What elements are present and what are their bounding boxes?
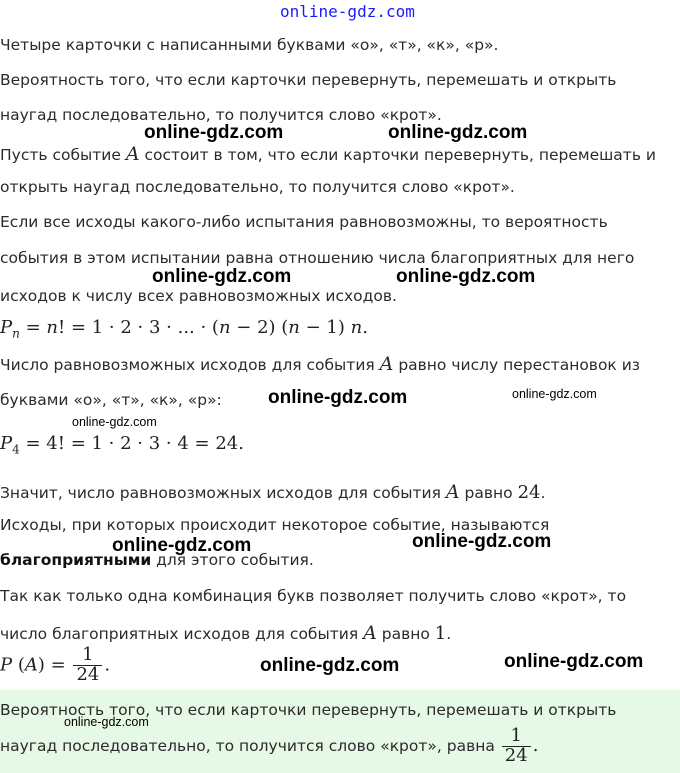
paragraph-one-combination: Так как только одна комбинация букв позволяет получить слово «крот», то bbox=[0, 587, 627, 605]
paragraph-one-combination: число благоприятных исходов для события A равно 1. bbox=[0, 622, 452, 644]
paragraph-definition: события в этом испытании равна отношению числа благоприятных для него bbox=[0, 249, 635, 267]
watermark: online-gdz.com bbox=[152, 266, 292, 287]
watermark: online-gdz.com bbox=[144, 122, 284, 143]
paragraph-event: открыть наугад последовательно, то получится слово «крот». bbox=[0, 178, 515, 196]
watermark: online-gdz.com bbox=[64, 715, 149, 729]
fraction: $\frac{1}{24}$ bbox=[73, 646, 102, 685]
watermark: online-gdz.com bbox=[396, 266, 536, 287]
paragraph-definition: исходов к числу всех равновозможных исходов. bbox=[0, 287, 397, 305]
paragraph-cards: Четыре карточки с написанными буквами «о», «т», «к», «р». bbox=[0, 36, 499, 54]
watermark: online-gdz.com bbox=[512, 387, 597, 401]
formula-p4: $P_4 = 4$! = 1 · 2 · 3 · 4 = 24. bbox=[0, 433, 244, 457]
formula-probability: P (A) = $\frac{1}{24}$ . bbox=[0, 644, 111, 685]
watermark: online-gdz.com bbox=[388, 122, 528, 143]
watermark: online-gdz.com bbox=[112, 535, 252, 556]
paragraph-question: наугад последовательно, то получится слово «крот». bbox=[0, 106, 442, 124]
watermark: online-gdz.com bbox=[260, 655, 400, 676]
fraction: $\frac{1}{24}$ bbox=[502, 727, 531, 766]
answer-text: наугад последовательно, то получится слово «крот», равна $\frac{1}{24}$ . bbox=[0, 725, 539, 766]
paragraph-favorable: благоприятными для этого события. bbox=[0, 551, 314, 569]
paragraph-total: Значит, число равновозможных исходов для события A равно 24. bbox=[0, 481, 546, 503]
answer-text: Вероятность того, что если карточки перевернуть, перемешать и открыть bbox=[0, 701, 617, 719]
paragraph-event: Пусть событие A состоит в том, что если карточки перевернуть, перемешать и bbox=[0, 143, 656, 165]
watermark-top: online-gdz.com bbox=[280, 2, 415, 21]
watermark: online-gdz.com bbox=[412, 531, 552, 552]
paragraph-count: Число равновозможных исходов для события A равно числу перестановок из bbox=[0, 353, 641, 375]
watermark: online-gdz.com bbox=[504, 651, 644, 672]
paragraph-count: буквами «о», «т», «к», «р»: bbox=[0, 391, 222, 409]
watermark: online-gdz.com bbox=[268, 387, 408, 408]
paragraph-favorable: Исходы, при которых происходит некоторое событие, называются bbox=[0, 516, 550, 534]
formula-permutations: $P_n = n$! = 1 · 2 · 3 · ... · (n − 2) (n − 1) n. bbox=[0, 317, 368, 341]
paragraph-definition: Если все исходы какого-либо испытания равновозможны, то вероятность bbox=[0, 213, 608, 231]
watermark: online-gdz.com bbox=[72, 415, 157, 429]
paragraph-question: Вероятность того, что если карточки перевернуть, перемешать и открыть bbox=[0, 71, 617, 89]
